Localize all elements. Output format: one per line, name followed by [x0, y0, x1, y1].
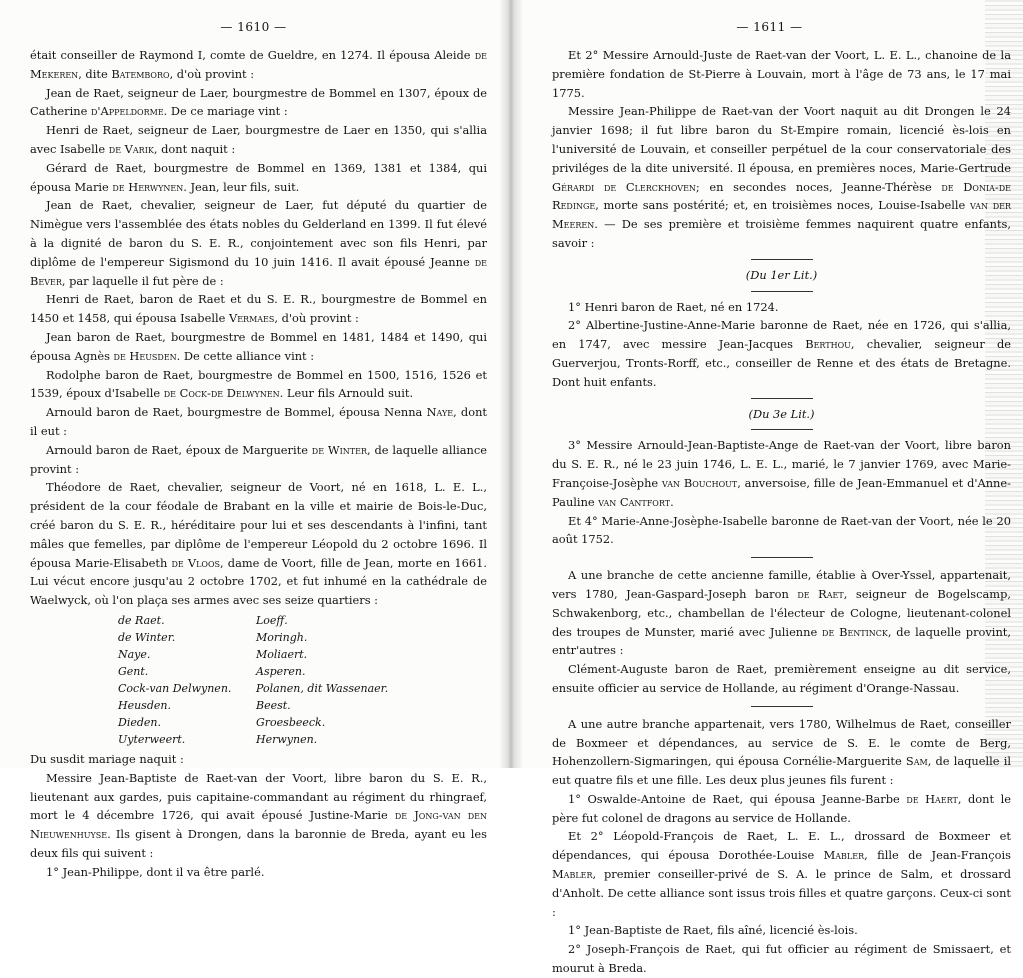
- text-run: Messire Jean-Philippe de Raet-van der Voort naquit au dit Drongen le 24 janvier 1698; il fut libre baron du St-Empire romain, licencié ès-lois en l'université de Louvain, et conseiller perpétuel de la cour conservatoriale des priviléges de la dite université. Il épousa, en premières noces, Marie-Gertrude: [552, 104, 1011, 175]
- text-run: Jean de Raet, seigneur de Laer, bourgmestre de Bommel en 1307, époux de Catherine: [30, 85, 487, 119]
- text-run: Et 4° Marie-Anne-Josèphe-Isabelle baronne de Raet-van der Voort, née le 20 août 1752.: [552, 513, 1011, 547]
- right-page-text: [552, 46, 1011, 978]
- surname-smallcaps: d'Appeldorme: [90, 104, 164, 119]
- surname-smallcaps: de Haert: [906, 791, 958, 806]
- paragraph: [30, 84, 487, 122]
- text-run: Du susdit mariage naquit :: [30, 751, 184, 766]
- text-run: Gérard de Raet, bourgmestre de Bommel en 1369, 1381 et 1384, qui épousa Marie: [30, 160, 487, 194]
- text-run: Théodore de Raet, chevalier, seigneur de Voort, né en 1618, L. E. L., président de la cour féodale de Brabant en la ville et mairie de Bois-le-Duc, créé baron du S. E. R., héréditaire pour lui et ses descendants à l'infini, tant mâles que femelles, par diplôme de l'empereur Léopold du 2 octobre 1696. Il épousa Marie-Elisabeth: [30, 480, 487, 570]
- paragraph: [552, 436, 1011, 511]
- text-run: A une autre branche appartenait, vers 1780, Wilhelmus de Raet, conseiller de Boxmeer et dépendances, au service de S. E. le comte de Berg, Hohenzollern-Sigmaringen, qui épousa Cornélie-Marguerite: [552, 716, 1011, 769]
- text-run: Henri de Raet, seigneur de Laer, bourgmestre de Laer en 1350, qui s'allia avec Isabelle: [30, 123, 487, 156]
- surname-smallcaps: Mabler: [552, 867, 593, 882]
- text-run: ; en secondes noces, Jeanne-Thérèse: [695, 179, 942, 194]
- paragraph: [30, 328, 487, 366]
- text-run: 1° Oswalde-Antoine de Raet, qui épousa Jeanne-Barbe: [568, 791, 907, 806]
- text-run: , dont le père fut colonel de dragons au service de Hollande.: [552, 791, 1011, 825]
- paragraph: [30, 46, 487, 84]
- divider-rule: [751, 429, 813, 430]
- text-run: Clément-Auguste baron de Raet, premièrement enseigne au dit service, ensuite officier au service de Hollande, au régiment d'Orange-Nassau.: [552, 662, 1011, 695]
- text-run: . Jean, leur fils, suit.: [183, 179, 300, 194]
- paragraph: [30, 366, 487, 404]
- quarter-name: Polanen, dit Wassenaer.: [256, 681, 389, 695]
- paragraph: [552, 940, 1011, 978]
- text-run: , dont naquit :: [153, 141, 236, 156]
- quarter-name: de Raet.: [118, 613, 165, 627]
- paragraph: [552, 921, 1011, 940]
- text-run: , d'où provint :: [274, 311, 359, 326]
- quarter-name: de Winter.: [118, 630, 176, 644]
- paragraph: [30, 159, 487, 197]
- text-run: , par laquelle il fut père de :: [61, 273, 224, 288]
- quarters-right-column: [256, 612, 416, 748]
- text-run: Et 2° Messire Arnould-Juste de Raet-van der Voort, L. E. L., chanoine de la première fondation de St-Pierre à Louvain, mort à l'âge de 73 ans, le 17 mai 1775.: [552, 48, 1011, 100]
- text-run: 1° Jean-Baptiste de Raet, fils aîné, licencié ès-lois.: [568, 923, 858, 938]
- text-run: Messire Jean-Baptiste de Raet-van der Voort, libre baron du S. E. R., lieutenant aux gardes, puis capitaine-commandant au régiment du rhingraef, mort le 4 décembre 1726, qui avait épousé Justine-Marie: [30, 770, 487, 823]
- surname-smallcaps: Vermaes: [228, 311, 275, 326]
- text-run: , de laquelle il eut quatre fils et une fille. Les deux plus jeunes fils furent :: [552, 754, 1011, 788]
- paragraph: [552, 715, 1011, 790]
- text-run: 1° Henri baron de Raet, né en 1724.: [568, 299, 779, 314]
- text-run: , premier conseiller-privé de S. A. le prince de Salm, et drossard d'Anholt. De cette alliance sont issus trois filles et quatre garçons. Ceux-ci sont :: [552, 867, 1011, 919]
- text-run: Jean baron de Raet, bourgmestre de Bommel en 1481, 1484 et 1490, qui épousa Agnès: [30, 329, 487, 363]
- text-run: . De ce mariage vint :: [163, 104, 288, 119]
- surname-smallcaps: de Winter: [311, 442, 367, 457]
- paragraph: [552, 316, 1011, 391]
- text-run: . — De ses première et troisième femmes naquirent quatre enfants, savoir :: [552, 217, 1011, 250]
- surname-smallcaps: van Bouchout: [662, 475, 738, 490]
- text-run: 2° Albertine-Justine-Anne-Marie baronne de Raet, née en 1726, qui s'allia, en 1747, avec messire Jean-Jacques: [552, 318, 1011, 352]
- text-run: Arnould baron de Raet, époux de Marguerite: [46, 442, 312, 457]
- text-run: Jean de Raet, chevalier, seigneur de Laer, fut député du quartier de Nimègue vers l'assemblée des états nobles du Gelderland en 1399. Il fut élevé à la dignité de baron du S. E. R., conjointement avec son fils Henri, par diplôme de l'empereur Sigismond du 10 juin 1416. Il avait épousé Jeanne: [30, 198, 487, 269]
- divider-rule: [751, 259, 813, 260]
- surname-smallcaps: de Heusden: [113, 348, 177, 363]
- quarter-name: Gent.: [118, 664, 149, 678]
- right-paragraphs-c: [552, 436, 1011, 549]
- text-run: Rodolphe baron de Raet, bourgmestre de Bommel en 1500, 1516, 1526 et 1539, époux d'Isabelle: [30, 367, 487, 401]
- surname-smallcaps: Naye: [426, 405, 454, 420]
- quarter-name: Naye.: [118, 647, 151, 661]
- paragraph: [30, 403, 487, 441]
- text-run: 2° Joseph-François de Raet, qui fut officier au régiment de Smissaert, et mourut à Breda.: [552, 942, 1011, 976]
- text-run: . Leur fils Arnould suit.: [279, 386, 414, 401]
- divider-rule: [751, 706, 813, 707]
- quarter-name: Dieden.: [118, 715, 161, 729]
- paragraph: [30, 750, 487, 769]
- divider-rule: [751, 291, 813, 292]
- text-run: Arnould baron de Raet, bourgmestre de Bommel, épousa Nenna: [46, 405, 427, 420]
- surname-smallcaps: de Varik: [108, 141, 154, 156]
- surname-smallcaps: de Vloos: [171, 555, 221, 570]
- text-run: , dite: [78, 66, 112, 81]
- quarter-name: Groesbeeck.: [256, 715, 326, 729]
- right-paragraphs-d: [552, 566, 1011, 698]
- quarters-left-column: [118, 612, 278, 748]
- text-run: , d'où provint :: [169, 66, 255, 81]
- seize-quartiers-list: [30, 612, 487, 748]
- text-run: , de laquelle alliance provint :: [30, 442, 487, 476]
- text-run: 3° Messire Arnould-Jean-Baptiste-Ange de Raet-van der Voort, libre baron du S. E. R., né le 23 juin 1746, L. E. L., marié, le 7 janvier 1769, avec Marie-Françoise-Josèphe: [552, 438, 1011, 490]
- paragraph: [30, 290, 487, 328]
- text-run: , seigneur de Bogelscamp, Schwakenborg, etc., chambellan de l'électeur de Cologne, lieutenant-colonel des troupes de Munster, marié avec Julienne: [552, 586, 1012, 639]
- paragraph: [552, 827, 1011, 921]
- text-run: , de laquelle provint, entr'autres :: [552, 624, 1011, 658]
- text-run: Et 2° Léopold-François de Raet, L. E. L., drossard de Boxmeer et dépendances, qui épousa Dorothée-Louise: [552, 829, 1011, 863]
- surname-smallcaps: Gérardi de Clerckhoven: [552, 179, 696, 194]
- divider-rule: [751, 398, 813, 399]
- text-run: Henri de Raet, baron de Raet et du S. E. R., bourgmestre de Bommel en 1450 et 1458, qui épousa Isabelle: [30, 292, 487, 326]
- surname-smallcaps: Sam: [905, 754, 928, 769]
- right-paragraphs-b: [552, 298, 1011, 392]
- quarter-name: Moliaert.: [256, 647, 308, 661]
- text-run: A une branche de cette ancienne famille, établie à Over-Yssel, appartenait, vers 1780, Jean-Gaspard-Joseph baron: [552, 568, 1011, 601]
- surname-smallcaps: Berthou: [805, 337, 851, 352]
- quarter-name: Loeff.: [256, 613, 288, 627]
- text-run: , dame de Voort, fille de Jean, morte en 1661. Lui vécut encore jusqu'au 2 octobre 1702, et fut inhumé en la cathédrale de Waelwyck, où l'on plaça ses armes avec ses seize quartiers :: [30, 555, 488, 608]
- paragraph: [552, 790, 1011, 828]
- paragraph: [552, 660, 1011, 698]
- left-paragraphs-top: [30, 46, 487, 610]
- text-run: , anversoise, fille de Jean-Emmanuel et d'Anne-Pauline: [552, 475, 1011, 509]
- quarter-name: Moringh.: [256, 630, 308, 644]
- divider-rule: [751, 557, 813, 558]
- surname-smallcaps: de Cock-de Delwynen: [163, 386, 280, 401]
- text-run: , chevalier, seigneur de Guerverjou, Tronts-Rorff, etc., conseiller de Renne et des états de Bretagne. Dont huit enfants.: [552, 337, 1011, 389]
- text-run: . Ils gisent à Drongen, dans la baronnie de Breda, ayant eu les deux fils qui suivent :: [30, 827, 487, 860]
- paragraph: [30, 441, 487, 479]
- surname-smallcaps: de Donia-de Redinge: [552, 179, 1012, 213]
- surname-smallcaps: de Raet: [797, 586, 844, 601]
- quarter-name: Beest.: [256, 698, 291, 712]
- left-page: [0, 0, 507, 879]
- surname-smallcaps: de Mekeren: [30, 48, 487, 81]
- right-page-number: — 1611 —: [736, 20, 803, 34]
- text-run: , dont il eut :: [30, 405, 487, 438]
- left-paragraphs-bottom: [30, 750, 487, 882]
- paragraph: [552, 46, 1011, 102]
- text-run: , fille de Jean-François: [864, 848, 1011, 863]
- left-page-text: [30, 46, 487, 881]
- surname-smallcaps: de Jong-van den Nieuwenhuyse: [30, 808, 487, 842]
- text-run: . De cette alliance vint :: [176, 348, 315, 363]
- paragraph: [30, 196, 487, 290]
- text-run: .: [670, 494, 674, 509]
- text-run: 1° Jean-Philippe, dont il va être parlé.: [46, 864, 265, 879]
- paragraph: [30, 121, 487, 159]
- paragraph: [30, 478, 487, 610]
- quarter-name: Herwynen.: [256, 732, 318, 746]
- text-run: était conseiller de Raymond I, comte de Gueldre, en 1274. Il épousa Aleide: [30, 48, 475, 62]
- surname-smallcaps: van der Meeren: [552, 198, 1011, 232]
- quarter-name: Uyterweert.: [118, 732, 186, 746]
- surname-smallcaps: de Herwynen: [112, 179, 184, 194]
- text-run: , morte sans postérité; et, en troisièmes noces, Louise-Isabelle: [595, 198, 970, 213]
- surname-smallcaps: de Bentinck: [822, 624, 888, 639]
- lit1-heading: (Du 1er Lit.): [745, 267, 818, 282]
- right-paragraphs-a: [552, 46, 1011, 253]
- paragraph: [552, 102, 1011, 252]
- left-page-number: — 1610 —: [220, 20, 287, 34]
- surname-smallcaps: Batemboro: [111, 66, 170, 81]
- paragraph: [30, 863, 487, 882]
- lit3-heading: (Du 3e Lit.): [748, 406, 815, 421]
- surname-smallcaps: van Cantfort: [598, 494, 671, 509]
- surname-smallcaps: de Bever: [30, 254, 487, 288]
- surname-smallcaps: Mabler: [823, 848, 865, 863]
- right-page: [516, 0, 1023, 976]
- paragraph: [30, 769, 487, 863]
- paragraph: [552, 298, 1011, 317]
- paragraph: [552, 566, 1011, 660]
- right-paragraphs-e: [552, 715, 1011, 978]
- quarter-name: Asperen.: [256, 664, 306, 678]
- quarter-name: Cock-van Delwynen.: [118, 681, 232, 695]
- quarter-name: Heusden.: [118, 698, 171, 712]
- paragraph: [552, 512, 1011, 550]
